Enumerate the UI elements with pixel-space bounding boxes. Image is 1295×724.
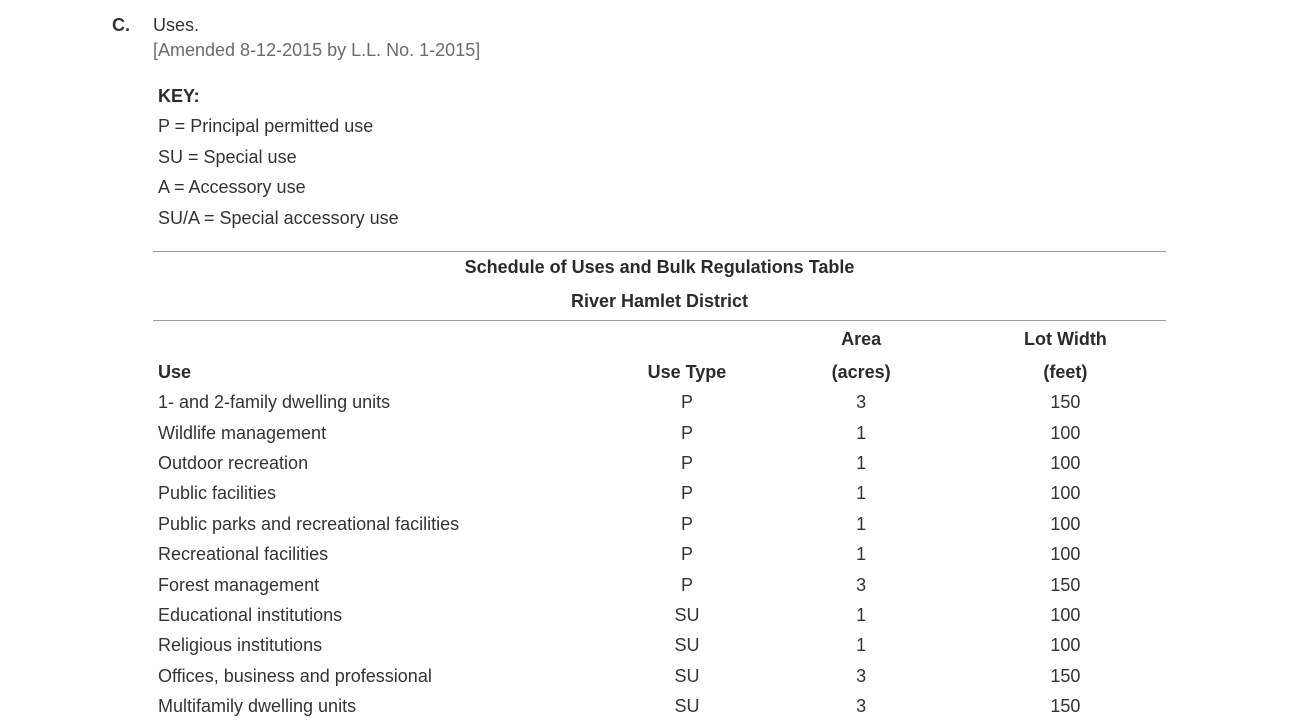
cell-lot-width: 100 bbox=[1050, 483, 1081, 504]
cell-use: Recreational facilities bbox=[158, 544, 329, 565]
cell-use-type: SU bbox=[674, 696, 700, 717]
table-row bbox=[153, 661, 1166, 691]
cell-area: 3 bbox=[856, 392, 867, 413]
cell-lot-width: 100 bbox=[1050, 513, 1081, 534]
table-row bbox=[153, 569, 1166, 599]
cell-lot-width: 100 bbox=[1050, 544, 1081, 565]
table-row bbox=[153, 448, 1166, 478]
cell-lot-width: 100 bbox=[1050, 422, 1081, 443]
cell-use-type: SU bbox=[674, 635, 700, 656]
cell-use: Offices, business and professional bbox=[158, 665, 432, 686]
header-area-top: Area bbox=[841, 329, 882, 349]
header-lot-top: Lot Width bbox=[1024, 329, 1107, 349]
key-item-accessory: A = Accessory use bbox=[158, 177, 306, 197]
header-use-type: Use Type bbox=[647, 362, 727, 382]
cell-use-type: P bbox=[680, 544, 693, 565]
table-row bbox=[153, 691, 1166, 721]
cell-use-type: P bbox=[680, 483, 693, 504]
cell-area: 1 bbox=[856, 452, 867, 473]
section-letter: C. bbox=[112, 15, 130, 35]
cell-area: 1 bbox=[856, 635, 867, 656]
cell-lot-width: 100 bbox=[1050, 604, 1081, 625]
cell-lot-width: 150 bbox=[1050, 665, 1081, 686]
cell-use-type: P bbox=[680, 392, 693, 413]
cell-lot-width: 150 bbox=[1050, 392, 1081, 413]
table-body bbox=[153, 387, 1166, 721]
cell-use: Outdoor recreation bbox=[158, 452, 309, 473]
cell-lot-width: 100 bbox=[1050, 635, 1081, 656]
cell-use: Public facilities bbox=[158, 483, 277, 504]
table-subtitle: River Hamlet District bbox=[570, 291, 749, 311]
table-title: Schedule of Uses and Bulk Regulations Table bbox=[464, 257, 855, 277]
schedule-table-wrap bbox=[153, 251, 1166, 721]
cell-use: Forest management bbox=[158, 574, 320, 595]
cell-area: 1 bbox=[856, 483, 867, 504]
key-item-special-accessory: SU/A = Special accessory use bbox=[158, 207, 399, 228]
key-legend bbox=[158, 84, 399, 236]
section-title: Uses. bbox=[153, 15, 200, 35]
table-row bbox=[153, 600, 1166, 630]
cell-use: 1- and 2-family dwelling units bbox=[158, 392, 391, 413]
table-row bbox=[153, 478, 1166, 508]
key-title: KEY: bbox=[158, 86, 200, 106]
cell-use-type: SU bbox=[674, 604, 700, 625]
header-row-1 bbox=[153, 321, 1166, 354]
cell-area: 1 bbox=[856, 513, 867, 534]
cell-use: Religious institutions bbox=[158, 635, 323, 656]
cell-use: Multifamily dwelling units bbox=[158, 696, 357, 717]
cell-area: 1 bbox=[856, 544, 867, 565]
cell-use: Wildlife management bbox=[158, 422, 327, 443]
cell-lot-width: 150 bbox=[1050, 574, 1081, 595]
header-use-top bbox=[153, 321, 616, 354]
schedule-table bbox=[153, 321, 1166, 721]
table-row bbox=[153, 417, 1166, 447]
table-row bbox=[153, 539, 1166, 569]
cell-lot-width: 150 bbox=[1050, 696, 1081, 717]
cell-use-type: P bbox=[680, 574, 693, 595]
cell-area: 1 bbox=[856, 604, 867, 625]
cell-area: 3 bbox=[856, 665, 867, 686]
cell-use-type: SU bbox=[674, 665, 700, 686]
key-item-principal: P = Principal permitted use bbox=[158, 116, 374, 136]
header-area-unit: (acres) bbox=[831, 362, 891, 382]
cell-use-type: P bbox=[680, 452, 693, 473]
cell-use: Public parks and recreational facilities bbox=[158, 513, 460, 534]
cell-area: 3 bbox=[856, 696, 867, 717]
cell-use-type: P bbox=[680, 422, 693, 443]
cell-use: Educational institutions bbox=[158, 604, 343, 625]
table-row bbox=[153, 509, 1166, 539]
cell-area: 1 bbox=[856, 422, 867, 443]
cell-use-type: P bbox=[680, 513, 693, 534]
cell-area: 3 bbox=[856, 574, 867, 595]
table-row bbox=[153, 387, 1166, 417]
amendment-note: [Amended 8-12-2015 by L.L. No. 1-2015] bbox=[153, 40, 481, 60]
key-item-special: SU = Special use bbox=[158, 146, 297, 167]
table-row bbox=[153, 630, 1166, 660]
header-lot-unit: (feet) bbox=[1043, 362, 1088, 382]
header-row-2 bbox=[153, 354, 1166, 387]
header-type-top bbox=[616, 321, 757, 354]
header-use: Use bbox=[158, 362, 192, 382]
cell-lot-width: 100 bbox=[1050, 452, 1081, 473]
